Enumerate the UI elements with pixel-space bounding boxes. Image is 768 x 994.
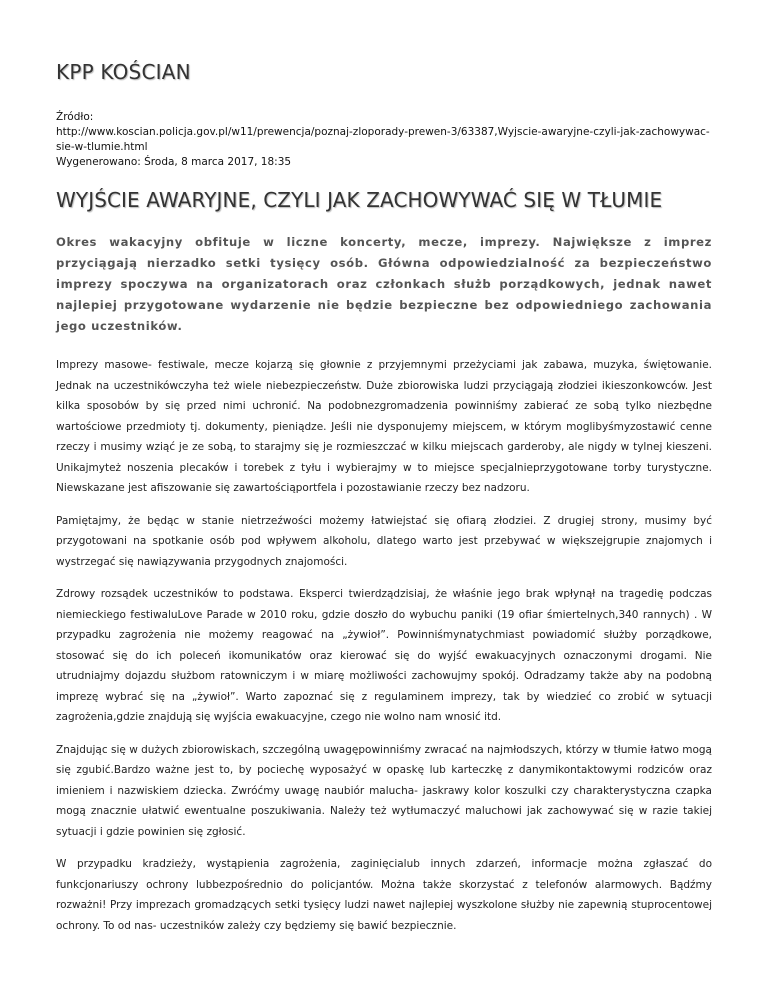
generated-timestamp: Wygenerowano: Środa, 8 marca 2017, 18:35 [56,156,292,168]
article-lead: Okres wakacyjny obfituje w liczne koncerty, mecze, imprezy. Największe z imprez przyciągają nierzadko setki tysięcy osób. Główna odpowiedzialność za bezpieczeństwo imprezy spoczywa na organizatorach oraz członkach służb porządkowych, jednak nawet najlepiej przygotowane wydarzenie nie będzie bezpieczne bez odpowiedniego zachowania jego uczestników. [56,235,712,333]
source-link[interactable]: http://www.koscian.policja.gov.pl/w11/prewencja/poznaj-zloporady-prewen-3/63387,Wyjscie-awaryjne-czyli-jak-zachowywac-sie-w-tlumie.html [56,126,710,153]
article-title: WYJŚCIE AWARYJNE, CZYLI JAK ZACHOWYWAĆ SIĘ W TŁUMIE [56,188,663,212]
article-paragraph: Pamiętajmy, że będąc w stanie nietrzeźwości możemy łatwiejstać się ofiarą złodziei. Z drugiej strony, musimy być przygotowani na spotkanie osób pod wpływem alkoholu, dlatego warto jest przebywać w większejgrupie znajomych i wystrzegać się nawiązywania przygodnych znajomości. [56,514,712,568]
source-meta [56,110,712,170]
article-paragraph: Zdrowy rozsądek uczestników to podstawa. Eksperci twierdządzisiaj, że właśnie jego brak wpłynął na tragedię podczas niemieckiego festiwaluLove Parade w 2010 roku, gdzie doszło do wybuchu paniki (19 ofiar śmiertelnych,340 rannych) . W przypadku zagrożenia nie możemy reagować na „żywioł”. Powinniśmynatychmiast powiadomić służby porządkowe, stosować się do ich poleceń ikomunikatów oraz kierować się do wyjść ewakuacyjnych oznaczonymi drogami. Nie utrudniajmy dojazdu służbom ratowniczym i w miarę możliwości zachowujmy spokój. Odradzamy także aby na podobną imprezę wybrać się na „żywioł”. Warto zapoznać się z regulaminem imprezy, tak by wiedzieć co zrobić w sytuacji zagrożenia,gdzie znajdują się wyjścia ewakuacyjne, czego nie wolno nam wnosić itd. [56,588,712,723]
article-paragraph: W przypadku kradzieży, wystąpienia zagrożenia, zaginięcialub innych zdarzeń, informacje można zgłaszać do funkcjonariuszy ochrony lubbezpośrednio do policjantów. Można także skorzystać z telefonów alarmowych. Bądźmy rozważni! Przy imprezach gromadzących setki tysięcy ludzi nawet najlepiej wyszkolone służby nie zapewnią stuprocentowej ochrony. To od nas- uczestników zależy czy będziemy się bawić bezpiecznie. [56,858,712,932]
article-paragraph: Znajdując się w dużych zbiorowiskach, szczególną uwagępowinniśmy zwracać na najmłodszych, którzy w tłumie łatwo mogą się zgubić.Bardzo ważne jest to, by pociechę wyposażyć w opaskę lub karteczkę z danymikontaktowymi rodziców oraz imieniem i nazwiskiem dziecka. Zwróćmy uwagę naubiór malucha- jaskrawy kolor koszulki czy charakterystyczna czapka mogą znacznie ułatwić ewentualne poszukiwania. Należy też wytłumaczyć maluchowi jak zachowywać się w razie takiej sytuacji i gdzie powinien się zgłosić. [56,743,712,838]
source-label: Źródło: [56,111,94,123]
article-paragraph: Imprezy masowe- festiwale, mecze kojarzą się głownie z przyjemnymi przeżyciami jak zabawa, muzyka, świętowanie. Jednak na uczestnikówczyha też wiele niebezpieczeństw. Duże zbiorowiska ludzi przyciągają złodziei ikieszonkowców. Jest kilka sposobów by się przed nimi uchronić. Na podobnezgromadzenia powinniśmy zabierać ze sobą tylko niezbędne wartościowe przedmioty tj. dokumenty, pieniądze. Jeśli nie dysponujemy miejscem, w którym moglibyśmyzostawić cenne rzeczy i musimy wziąć je ze sobą, to starajmy się je rozmieszczać w kilku miejscach garderoby, ale nigdy w tylnej kieszeni. Unikajmyteż noszenia plecaków i torebek z tyłu i wybierajmy w to miejsce specjalnieprzygotowane torby turystyczne. Niewskazane jest afiszowanie się zawartościąportfela i pozostawianie rzeczy bez nadzoru. [56,359,712,494]
site-title: KPP KOŚCIAN [56,60,191,84]
